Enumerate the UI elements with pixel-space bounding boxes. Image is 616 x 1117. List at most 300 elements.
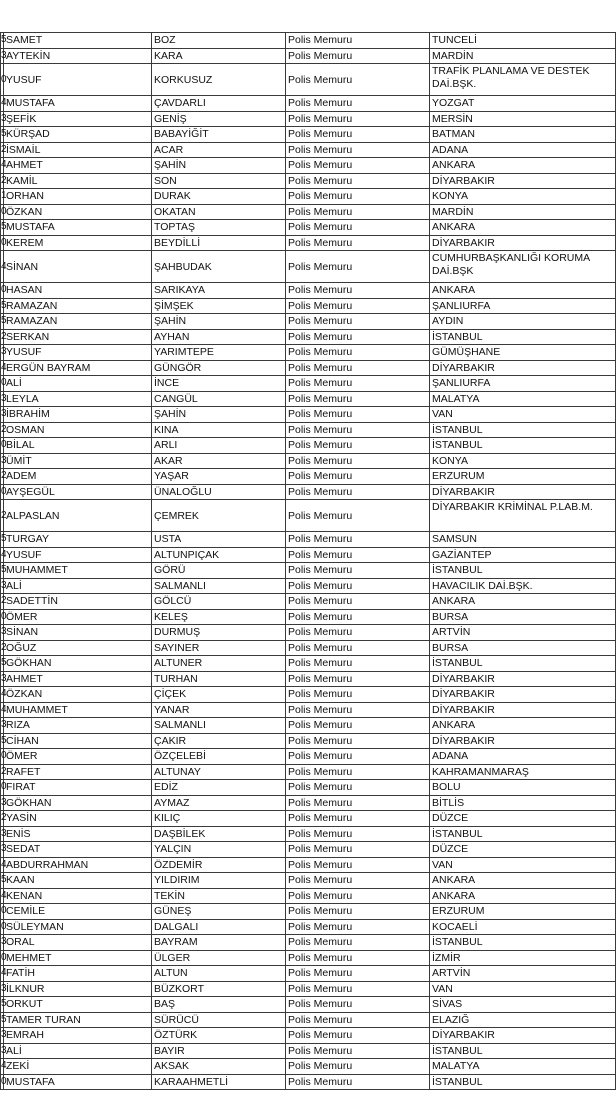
first-name-cell: ÖZKAN: [4, 204, 152, 220]
first-name-cell: ORKUT: [4, 997, 152, 1013]
first-name-cell: ABDURRAHMAN: [4, 857, 152, 873]
unit-cell: KOCAELİ: [430, 919, 616, 935]
title-cell: Polis Memuru: [286, 33, 430, 49]
title-cell: Polis Memuru: [286, 422, 430, 438]
unit-cell: İSTANBUL: [430, 1043, 616, 1059]
last-name-cell: KINA: [152, 422, 286, 438]
last-name-cell: ŞAHBUDAK: [152, 251, 286, 283]
last-name-cell: ÖZDEMİR: [152, 857, 286, 873]
last-name-cell: YALÇIN: [152, 842, 286, 858]
first-name-cell: SADETTİN: [4, 594, 152, 610]
last-name-cell: GÜNGÖR: [152, 360, 286, 376]
last-name-cell: TEKİN: [152, 888, 286, 904]
unit-cell: MALATYA: [430, 1059, 616, 1075]
first-name-cell: RAMAZAN: [4, 314, 152, 330]
row-number-cell: 2: [1, 764, 4, 780]
unit-cell: ANKARA: [430, 594, 616, 610]
title-cell: Polis Memuru: [286, 345, 430, 361]
row-number-cell: 4: [1, 251, 4, 283]
unit-cell: DİYARBAKIR KRİMİNAL P.LAB.M.: [430, 500, 616, 532]
title-cell: Polis Memuru: [286, 127, 430, 143]
last-name-cell: ÖZÇELEBİ: [152, 749, 286, 765]
unit-cell: İSTANBUL: [430, 935, 616, 951]
title-cell: Polis Memuru: [286, 935, 430, 951]
row-number-cell: 3: [1, 981, 4, 997]
unit-cell: İSTANBUL: [430, 422, 616, 438]
row-number-cell: 1: [1, 189, 4, 205]
title-cell: Polis Memuru: [286, 438, 430, 454]
last-name-cell: DURAK: [152, 189, 286, 205]
first-name-cell: MUHAMMET: [4, 563, 152, 579]
first-name-cell: YUSUF: [4, 64, 152, 96]
row-number-cell: 3: [1, 671, 4, 687]
row-number-cell: 2: [1, 173, 4, 189]
first-name-cell: OSMAN: [4, 422, 152, 438]
unit-cell: AYDIN: [430, 314, 616, 330]
unit-cell: MARDİN: [430, 204, 616, 220]
title-cell: Polis Memuru: [286, 904, 430, 920]
first-name-cell: ORAL: [4, 935, 152, 951]
table-row: [1, 1012, 616, 1028]
table-row: [1, 204, 616, 220]
unit-cell: KONYA: [430, 189, 616, 205]
row-number-cell: 0: [1, 950, 4, 966]
first-name-cell: MUSTAFA: [4, 1074, 152, 1090]
title-cell: Polis Memuru: [286, 733, 430, 749]
last-name-cell: ÇEMREK: [152, 500, 286, 532]
first-name-cell: OĞUZ: [4, 640, 152, 656]
title-cell: Polis Memuru: [286, 360, 430, 376]
last-name-cell: ÇAVDARLI: [152, 96, 286, 112]
table-row: [1, 563, 616, 579]
unit-cell: ŞANLIURFA: [430, 298, 616, 314]
first-name-cell: ALİ: [4, 376, 152, 392]
unit-cell: İSTANBUL: [430, 438, 616, 454]
unit-cell: VAN: [430, 857, 616, 873]
last-name-cell: SON: [152, 173, 286, 189]
title-cell: Polis Memuru: [286, 656, 430, 672]
first-name-cell: ADEM: [4, 469, 152, 485]
table-row: [1, 532, 616, 548]
last-name-cell: ŞAHİN: [152, 158, 286, 174]
title-cell: Polis Memuru: [286, 64, 430, 96]
title-cell: Polis Memuru: [286, 376, 430, 392]
first-name-cell: SAMET: [4, 33, 152, 49]
title-cell: Polis Memuru: [286, 391, 430, 407]
table-row: [1, 64, 616, 96]
first-name-cell: SEDAT: [4, 842, 152, 858]
title-cell: Polis Memuru: [286, 407, 430, 423]
last-name-cell: TOPTAŞ: [152, 220, 286, 236]
row-number-cell: 2: [1, 422, 4, 438]
last-name-cell: ACAR: [152, 142, 286, 158]
row-number-cell: 3: [1, 625, 4, 641]
table-row: [1, 314, 616, 330]
unit-cell: SAMSUN: [430, 532, 616, 548]
table-row: [1, 966, 616, 982]
first-name-cell: YUSUF: [4, 345, 152, 361]
title-cell: Polis Memuru: [286, 702, 430, 718]
last-name-cell: BEYDİLLİ: [152, 235, 286, 251]
row-number-cell: 0: [1, 235, 4, 251]
title-cell: Polis Memuru: [286, 173, 430, 189]
row-number-cell: 4: [1, 360, 4, 376]
unit-cell: ANKARA: [430, 283, 616, 299]
first-name-cell: KAMİL: [4, 173, 152, 189]
unit-cell: DÜZCE: [430, 842, 616, 858]
first-name-cell: SÜLEYMAN: [4, 919, 152, 935]
row-number-cell: 3: [1, 795, 4, 811]
last-name-cell: SARIKAYA: [152, 283, 286, 299]
last-name-cell: ÇİÇEK: [152, 687, 286, 703]
title-cell: Polis Memuru: [286, 298, 430, 314]
last-name-cell: YARIMTEPE: [152, 345, 286, 361]
table-row: [1, 687, 616, 703]
last-name-cell: OKATAN: [152, 204, 286, 220]
table-row: [1, 919, 616, 935]
unit-cell: İSTANBUL: [430, 656, 616, 672]
title-cell: Polis Memuru: [286, 189, 430, 205]
table-row: [1, 48, 616, 64]
row-number-cell: 2: [1, 469, 4, 485]
row-number-cell: 3: [1, 391, 4, 407]
row-number-cell: 4: [1, 857, 4, 873]
table-row: [1, 780, 616, 796]
first-name-cell: ALPASLAN: [4, 500, 152, 532]
unit-cell: ADANA: [430, 749, 616, 765]
row-number-cell: 4: [1, 687, 4, 703]
row-number-cell: 5: [1, 1012, 4, 1028]
title-cell: Polis Memuru: [286, 857, 430, 873]
unit-cell: KONYA: [430, 453, 616, 469]
last-name-cell: SALMANLI: [152, 718, 286, 734]
row-number-cell: 5: [1, 33, 4, 49]
personnel-table: [0, 32, 616, 1090]
unit-cell: MARDİN: [430, 48, 616, 64]
unit-cell: MERSİN: [430, 111, 616, 127]
first-name-cell: ÖMER: [4, 609, 152, 625]
title-cell: Polis Memuru: [286, 532, 430, 548]
unit-cell: VAN: [430, 981, 616, 997]
first-name-cell: GÖKHAN: [4, 795, 152, 811]
unit-cell: YOZGAT: [430, 96, 616, 112]
title-cell: Polis Memuru: [286, 718, 430, 734]
last-name-cell: CANGÜL: [152, 391, 286, 407]
last-name-cell: YAŞAR: [152, 469, 286, 485]
row-number-cell: 2: [1, 142, 4, 158]
table-row: [1, 764, 616, 780]
title-cell: Polis Memuru: [286, 997, 430, 1013]
title-cell: Polis Memuru: [286, 826, 430, 842]
table-row: [1, 407, 616, 423]
title-cell: Polis Memuru: [286, 764, 430, 780]
last-name-cell: DURMUŞ: [152, 625, 286, 641]
table-row: [1, 111, 616, 127]
first-name-cell: ALİ: [4, 1043, 152, 1059]
row-number-cell: 4: [1, 1059, 4, 1075]
first-name-cell: AYŞEGÜL: [4, 484, 152, 500]
first-name-cell: EMRAH: [4, 1028, 152, 1044]
unit-cell: ERZURUM: [430, 469, 616, 485]
row-number-cell: 0: [1, 438, 4, 454]
unit-cell: ARTVİN: [430, 966, 616, 982]
row-number-cell: 0: [1, 749, 4, 765]
last-name-cell: KELEŞ: [152, 609, 286, 625]
unit-cell: DİYARBAKIR: [430, 671, 616, 687]
title-cell: Polis Memuru: [286, 142, 430, 158]
title-cell: Polis Memuru: [286, 204, 430, 220]
title-cell: Polis Memuru: [286, 687, 430, 703]
last-name-cell: YANAR: [152, 702, 286, 718]
row-number-cell: 5: [1, 733, 4, 749]
table-row: [1, 935, 616, 951]
row-number-cell: 0: [1, 64, 4, 96]
unit-cell: DİYARBAKIR: [430, 235, 616, 251]
table-row: [1, 345, 616, 361]
row-number-cell: 3: [1, 1043, 4, 1059]
last-name-cell: USTA: [152, 532, 286, 548]
row-number-cell: 0: [1, 1074, 4, 1090]
last-name-cell: SÜRÜCÜ: [152, 1012, 286, 1028]
last-name-cell: GÖLCÜ: [152, 594, 286, 610]
unit-cell: MALATYA: [430, 391, 616, 407]
unit-cell: DİYARBAKIR: [430, 360, 616, 376]
unit-cell: DİYARBAKIR: [430, 173, 616, 189]
unit-cell: ARTVİN: [430, 625, 616, 641]
row-number-cell: 4: [1, 158, 4, 174]
table-row: [1, 484, 616, 500]
table-row: [1, 453, 616, 469]
title-cell: Polis Memuru: [286, 1028, 430, 1044]
last-name-cell: GÖRÜ: [152, 563, 286, 579]
table-row: [1, 625, 616, 641]
table-row: [1, 158, 616, 174]
title-cell: Polis Memuru: [286, 780, 430, 796]
first-name-cell: CEMİLE: [4, 904, 152, 920]
table-row: [1, 1028, 616, 1044]
table-row: [1, 329, 616, 345]
last-name-cell: ŞİMŞEK: [152, 298, 286, 314]
last-name-cell: ŞAHİN: [152, 314, 286, 330]
first-name-cell: İBRAHİM: [4, 407, 152, 423]
table-row: [1, 950, 616, 966]
table-row: [1, 547, 616, 563]
title-cell: Polis Memuru: [286, 329, 430, 345]
row-number-cell: 5: [1, 127, 4, 143]
last-name-cell: AYMAZ: [152, 795, 286, 811]
last-name-cell: KORKUSUZ: [152, 64, 286, 96]
row-number-cell: 4: [1, 888, 4, 904]
row-number-cell: 0: [1, 204, 4, 220]
row-number-cell: 5: [1, 656, 4, 672]
table-row: [1, 749, 616, 765]
first-name-cell: TAMER TURAN: [4, 1012, 152, 1028]
row-number-cell: 0: [1, 609, 4, 625]
last-name-cell: BOZ: [152, 33, 286, 49]
title-cell: Polis Memuru: [286, 950, 430, 966]
first-name-cell: ÜMİT: [4, 453, 152, 469]
table-row: [1, 640, 616, 656]
first-name-cell: GÖKHAN: [4, 656, 152, 672]
table-row: [1, 298, 616, 314]
first-name-cell: LEYLA: [4, 391, 152, 407]
unit-cell: İSTANBUL: [430, 329, 616, 345]
first-name-cell: ŞEFİK: [4, 111, 152, 127]
last-name-cell: ÖZTÜRK: [152, 1028, 286, 1044]
unit-cell: ANKARA: [430, 718, 616, 734]
last-name-cell: ALTUN: [152, 966, 286, 982]
unit-cell: ANKARA: [430, 873, 616, 889]
row-number-cell: 2: [1, 500, 4, 532]
title-cell: Polis Memuru: [286, 966, 430, 982]
table-row: [1, 251, 616, 283]
title-cell: Polis Memuru: [286, 48, 430, 64]
title-cell: Polis Memuru: [286, 749, 430, 765]
title-cell: Polis Memuru: [286, 283, 430, 299]
title-cell: Polis Memuru: [286, 500, 430, 532]
first-name-cell: YASİN: [4, 811, 152, 827]
row-number-cell: 2: [1, 329, 4, 345]
table-row: [1, 376, 616, 392]
row-number-cell: 5: [1, 314, 4, 330]
table-row: [1, 360, 616, 376]
row-number-cell: 3: [1, 407, 4, 423]
title-cell: Polis Memuru: [286, 919, 430, 935]
table-row: [1, 33, 616, 49]
table-row: [1, 811, 616, 827]
first-name-cell: YUSUF: [4, 547, 152, 563]
table-row: [1, 718, 616, 734]
first-name-cell: AYTEKİN: [4, 48, 152, 64]
table-row: [1, 826, 616, 842]
first-name-cell: RAMAZAN: [4, 298, 152, 314]
unit-cell: İSTANBUL: [430, 1074, 616, 1090]
title-cell: Polis Memuru: [286, 1074, 430, 1090]
title-cell: Polis Memuru: [286, 1043, 430, 1059]
unit-cell: BURSA: [430, 640, 616, 656]
row-number-cell: 4: [1, 547, 4, 563]
table-row: [1, 656, 616, 672]
last-name-cell: AKSAK: [152, 1059, 286, 1075]
title-cell: Polis Memuru: [286, 594, 430, 610]
row-number-cell: 5: [1, 563, 4, 579]
title-cell: Polis Memuru: [286, 220, 430, 236]
first-name-cell: KAAN: [4, 873, 152, 889]
last-name-cell: ARLI: [152, 438, 286, 454]
first-name-cell: ÖMER: [4, 749, 152, 765]
first-name-cell: AHMET: [4, 158, 152, 174]
unit-cell: DİYARBAKIR: [430, 702, 616, 718]
title-cell: Polis Memuru: [286, 625, 430, 641]
table-row: [1, 873, 616, 889]
last-name-cell: ÜLGER: [152, 950, 286, 966]
first-name-cell: KENAN: [4, 888, 152, 904]
unit-cell: DİYARBAKIR: [430, 687, 616, 703]
last-name-cell: KILIÇ: [152, 811, 286, 827]
unit-cell: ELAZIĞ: [430, 1012, 616, 1028]
row-number-cell: 3: [1, 826, 4, 842]
title-cell: Polis Memuru: [286, 96, 430, 112]
last-name-cell: AYHAN: [152, 329, 286, 345]
table-row: [1, 189, 616, 205]
unit-cell: BURSA: [430, 609, 616, 625]
first-name-cell: ORHAN: [4, 189, 152, 205]
unit-cell: İZMİR: [430, 950, 616, 966]
unit-cell: VAN: [430, 407, 616, 423]
unit-cell: ŞANLIURFA: [430, 376, 616, 392]
row-number-cell: 3: [1, 935, 4, 951]
first-name-cell: MUSTAFA: [4, 220, 152, 236]
document-sheet: [0, 32, 612, 1090]
table-row: [1, 283, 616, 299]
unit-cell: TUNCELİ: [430, 33, 616, 49]
unit-cell: ANKARA: [430, 888, 616, 904]
first-name-cell: ZEKİ: [4, 1059, 152, 1075]
first-name-cell: MUSTAFA: [4, 96, 152, 112]
first-name-cell: FATİH: [4, 966, 152, 982]
unit-cell: İSTANBUL: [430, 826, 616, 842]
table-row: [1, 578, 616, 594]
title-cell: Polis Memuru: [286, 158, 430, 174]
title-cell: Polis Memuru: [286, 1012, 430, 1028]
title-cell: Polis Memuru: [286, 811, 430, 827]
first-name-cell: BİLAL: [4, 438, 152, 454]
row-number-cell: 3: [1, 453, 4, 469]
row-number-cell: 3: [1, 578, 4, 594]
last-name-cell: DALGALI: [152, 919, 286, 935]
row-number-cell: 2: [1, 594, 4, 610]
title-cell: Polis Memuru: [286, 111, 430, 127]
row-number-cell: 3: [1, 718, 4, 734]
last-name-cell: AKAR: [152, 453, 286, 469]
title-cell: Polis Memuru: [286, 873, 430, 889]
table-row: [1, 981, 616, 997]
table-row: [1, 857, 616, 873]
row-number-cell: 3: [1, 48, 4, 64]
title-cell: Polis Memuru: [286, 563, 430, 579]
row-number-cell: 0: [1, 919, 4, 935]
last-name-cell: İNCE: [152, 376, 286, 392]
last-name-cell: YILDIRIM: [152, 873, 286, 889]
row-number-cell: 5: [1, 298, 4, 314]
row-number-cell: 3: [1, 111, 4, 127]
unit-cell: İSTANBUL: [430, 563, 616, 579]
row-number-cell: 5: [1, 873, 4, 889]
last-name-cell: SALMANLI: [152, 578, 286, 594]
first-name-cell: RIZA: [4, 718, 152, 734]
table-row: [1, 997, 616, 1013]
table-body: [1, 33, 616, 1090]
last-name-cell: TURHAN: [152, 671, 286, 687]
last-name-cell: EDİZ: [152, 780, 286, 796]
unit-cell: DİYARBAKIR: [430, 733, 616, 749]
table-row: [1, 904, 616, 920]
title-cell: Polis Memuru: [286, 251, 430, 283]
row-number-cell: 2: [1, 640, 4, 656]
row-number-cell: 0: [1, 780, 4, 796]
title-cell: Polis Memuru: [286, 453, 430, 469]
unit-cell: DİYARBAKIR: [430, 484, 616, 500]
last-name-cell: ALTUNER: [152, 656, 286, 672]
last-name-cell: BAYRAM: [152, 935, 286, 951]
row-number-cell: 3: [1, 345, 4, 361]
first-name-cell: KEREM: [4, 235, 152, 251]
unit-cell: ERZURUM: [430, 904, 616, 920]
table-row: [1, 1043, 616, 1059]
first-name-cell: AHMET: [4, 671, 152, 687]
last-name-cell: BAYIR: [152, 1043, 286, 1059]
table-row: [1, 438, 616, 454]
